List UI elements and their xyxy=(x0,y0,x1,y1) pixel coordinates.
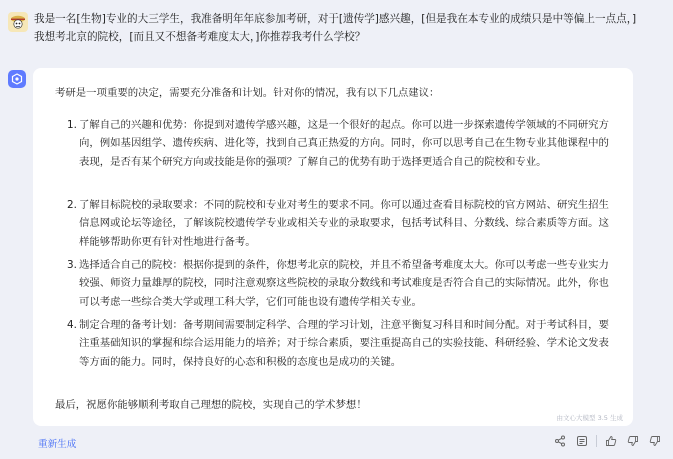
thumbs-down-icon[interactable] xyxy=(625,433,641,449)
point-text: 了解目标院校的录取要求：不同的院校和专业对考生的要求不同。你可以通过查看目标院校的官方网站、研究生招生信息网或论坛等途径，了解该院校遗传学专业或相关专业的录取要求，包括考试科目、分数线、综合素质等方面。这样能够帮助你更有针对性地进行备考。 xyxy=(79,199,609,248)
point-text: 制定合理的备考计划：备考期间需要制定科学、合理的学习计划，注意平衡复习科目和时间分配。对于考试科目，要注重基础知识的掌握和综合运用能力的培养；对于综合素质，要注重提高自己的实验技能、科研经验、学术论文发表等方面的能力。同时，保持良好的心态和积极的态度也是成功的关键。 xyxy=(79,319,609,368)
bot-avatar xyxy=(8,70,26,88)
reply-actions xyxy=(546,433,663,449)
user-message-row xyxy=(8,10,648,46)
list-item xyxy=(67,116,615,196)
thumbs-down-icon[interactable] xyxy=(647,433,663,449)
thumbs-up-icon[interactable] xyxy=(603,433,619,449)
point-text: 选择适合自己的院校：根据你提到的条件，你想考北京的院校，并且不希望备考难度太大。你可以考虑一些专业实力较强、师资力量雄厚的院校，同时注意观察这些院校的录取分数线和考试难度是否符合自己的实际情况。此外，你也可以考虑一些综合类大学或理工科大学，它们可能也设有遗传学相关专业。 xyxy=(79,259,609,308)
pirate-skull-icon xyxy=(10,14,26,30)
reply-intro: 考研是一项重要的决定，需要充分准备和计划。针对你的情况，我有以下几点建议： xyxy=(55,87,440,99)
reply-closing: 最后，祝愿你能够顺利考取自己理想的院校，实现自己的学术梦想！ xyxy=(55,399,367,411)
share-icon[interactable] xyxy=(552,433,568,449)
point-number: 4. xyxy=(67,319,77,331)
generation-note: 由文心大模型 3.5 生成 xyxy=(556,414,623,422)
point-number: 2. xyxy=(67,199,77,211)
user-avatar xyxy=(8,12,28,32)
point-text: 了解自己的兴趣和优势：你提到对遗传学感兴趣，这是一个很好的起点。你可以进一步探索遗传学领域的不同研究方向，例如基因组学、遗传疾病、进化等，找到自己真正热爱的方向。同时，你可以思考自己在生物专业其他课程中的表现，是否有某个研究方向或技能是你的强项？了解自己的优势有助于选择更适合自己的院校和专业。 xyxy=(79,119,609,168)
regenerate-button[interactable]: 重新生成 xyxy=(38,439,77,450)
user-message-text: 我是一名[生物]专业的大三学生，我准备明年年底参加考研，对于[遗传学]感兴趣，[但是我在本专业的成绩只是中等偏上一点点，]我想考北京的院校，[而且又不想备考难度太大，]你推荐我考什么学校？ xyxy=(34,13,637,43)
list-item xyxy=(67,316,615,374)
divider xyxy=(596,435,597,447)
point-number: 1. xyxy=(67,119,77,131)
reply-points-list xyxy=(67,116,615,374)
list-item xyxy=(67,256,615,316)
assistant-logo-icon xyxy=(11,73,23,85)
point-number: 3. xyxy=(67,259,77,271)
assistant-reply-card xyxy=(33,68,633,426)
copy-icon[interactable] xyxy=(574,433,590,449)
list-item xyxy=(67,196,615,256)
